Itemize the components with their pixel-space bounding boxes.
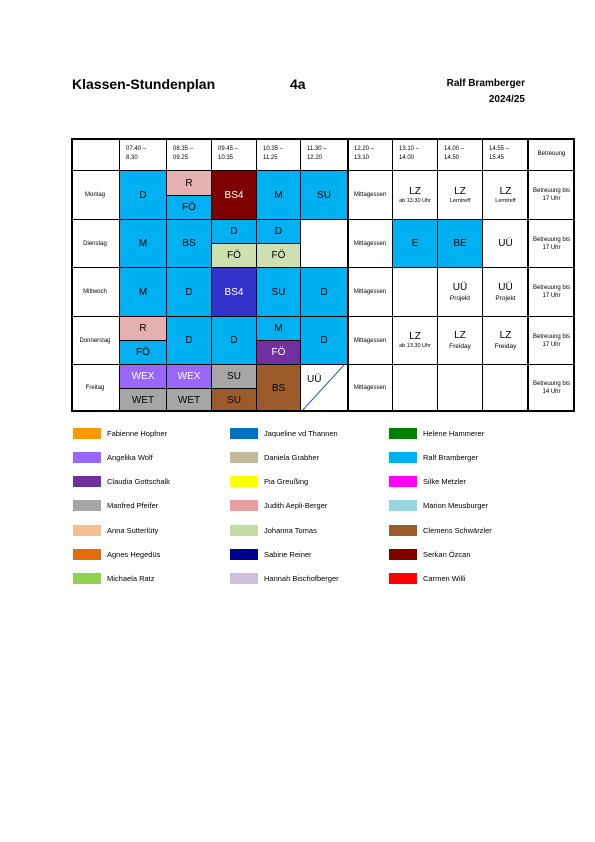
legend-swatch [73, 525, 101, 536]
legend-label: Johanna Tomas [264, 525, 317, 535]
period-header-10: Betreuung [529, 138, 575, 171]
period-header-4: 10.35 – 11.25 [257, 138, 301, 171]
header-corner [71, 138, 120, 171]
tue-p9: UÜ [483, 220, 529, 268]
legend-swatch [230, 500, 258, 511]
legend-item [389, 476, 466, 488]
mon-p9-note: Lerntreff [495, 197, 516, 204]
legend-item [230, 427, 338, 439]
period-header-8: 14.00 – 14.50 [438, 138, 483, 171]
day-label-mittwoch: Mittwoch [71, 268, 120, 317]
legend-swatch [73, 500, 101, 511]
legend-item [230, 500, 327, 512]
page-title: Klassen-Stundenplan [72, 76, 216, 92]
mon-p7 [393, 171, 438, 220]
mon-care: Betreuung bis 17 Uhr [529, 171, 575, 220]
thu-care: Betreuung bis 17 Uhr [529, 317, 575, 365]
wed-p8 [438, 268, 483, 317]
fri-p5-label: UÜ [307, 374, 322, 385]
legend-item [73, 451, 153, 463]
legend-item [389, 524, 492, 536]
day-label-dienstag: Dienstag [71, 220, 120, 268]
care-divider-left [527, 138, 529, 412]
thu-p7-note: ab 13.30 Uhr [399, 343, 431, 349]
mon-p5: SU [301, 171, 348, 220]
fri-p9-empty [483, 365, 529, 412]
legend-item [230, 549, 312, 561]
mon-p8-note: Lerntreff [449, 197, 471, 204]
legend-label: Silke Metzler [423, 477, 466, 487]
legend-item [389, 573, 466, 585]
mon-p9-label: LZ [499, 185, 512, 197]
thu-p3: D [212, 317, 257, 365]
legend-swatch [230, 525, 258, 536]
legend-label: Carmen Willi [423, 574, 466, 584]
grid-border-top [71, 138, 575, 140]
fri-p7-empty [393, 365, 438, 412]
fri-p2-bottom: WET [167, 389, 212, 412]
fri-care: Betreuung bis 14 Uhr [529, 365, 575, 412]
lunch-cell-freitag: Mittagessen [348, 365, 393, 412]
grid-border-bottom [71, 410, 575, 412]
legend-label: Angelika Wolf [107, 452, 153, 462]
school-year: 2024/25 [488, 94, 525, 105]
wed-p9-note: Projekt [495, 294, 516, 302]
legend-label: Hannah Bischofberger [264, 574, 339, 584]
legend-item [73, 524, 158, 536]
mon-p8-label: LZ [454, 185, 466, 197]
wed-p9 [483, 268, 529, 317]
legend-swatch [73, 452, 101, 463]
legend-label: Clemens Schwärzler [423, 525, 492, 535]
legend-swatch [73, 428, 101, 439]
tue-p5-empty [301, 220, 348, 268]
tue-p4-top: D [257, 220, 301, 244]
thu-p8-label: LZ [454, 330, 466, 341]
wed-p2: D [167, 268, 212, 317]
legend-label: Marion Meusburger [423, 501, 489, 511]
mon-p1: D [120, 171, 167, 220]
day-label-montag: Montag [71, 171, 120, 220]
lunch-cell-dienstag: Mittagessen [348, 220, 393, 268]
teacher-name: Ralf Bramberger [446, 78, 525, 89]
legend-swatch [73, 573, 101, 584]
thu-p1-top: R [120, 317, 167, 341]
tue-p4-bottom: FÖ [257, 244, 301, 268]
day-label-donnerstag: Donnerstag [71, 317, 120, 365]
fri-p8-empty [438, 365, 483, 412]
mon-p2-top: R [167, 171, 212, 196]
fri-p1-bottom: WET [120, 389, 167, 412]
period-header-5: 11.30 – 12.20 [301, 138, 348, 171]
diagonal-line [301, 365, 345, 412]
tue-p3-top: D [212, 220, 257, 244]
mon-p7-label: LZ [409, 185, 421, 197]
legend-swatch [389, 452, 417, 463]
thu-p7-label: LZ [409, 331, 421, 342]
legend-label: Judith Aepli-Berger [264, 501, 328, 511]
legend-label: Helene Hammerer [423, 428, 485, 438]
wed-care: Betreuung bis 17 Uhr [529, 268, 575, 317]
class-name: 4a [290, 76, 306, 92]
legend-item [230, 451, 319, 463]
legend-item [73, 573, 155, 585]
lunch-cell-montag: Mittagessen [348, 171, 393, 220]
legend-swatch [230, 428, 258, 439]
fri-p3-bottom: SU [212, 389, 257, 412]
tue-p7: E [393, 220, 438, 268]
teacher-legend [73, 427, 513, 597]
wed-p7-empty [393, 268, 438, 317]
legend-item [230, 476, 308, 488]
legend-swatch [230, 452, 258, 463]
period-header-1: 07.40 – 8.30 [120, 138, 167, 171]
legend-item [230, 573, 339, 585]
legend-swatch [73, 476, 101, 487]
tue-p1: M [120, 220, 167, 268]
thu-p2: D [167, 317, 212, 365]
legend-label: Fabienne Hopfner [107, 428, 168, 438]
mon-p8 [438, 171, 483, 220]
legend-label: Claudia Gottschalk [107, 477, 170, 487]
thu-p9-label: LZ [499, 330, 512, 341]
legend-swatch [389, 573, 417, 584]
legend-swatch [73, 549, 101, 560]
legend-swatch [389, 476, 417, 487]
wed-p4: SU [257, 268, 301, 317]
period-header-6: 12.20 – 13.10 [348, 138, 393, 171]
legend-swatch [230, 476, 258, 487]
period-header-3: 09.45 – 10.35 [212, 138, 257, 171]
fri-p5 [301, 365, 348, 412]
legend-item [73, 427, 167, 439]
wed-p1: M [120, 268, 167, 317]
lunch-cell-mittwoch: Mittagessen [348, 268, 393, 317]
thu-p9-note: Freiday [494, 343, 517, 350]
legend-item [73, 549, 160, 561]
legend-label: Agnes Hegedüs [107, 550, 161, 559]
mon-p2-bottom: FÖ [167, 196, 212, 220]
wed-p8-note: Projekt [449, 294, 471, 302]
legend-label: Sabine Reiner [264, 550, 312, 559]
wed-p9-label: UÜ [498, 281, 513, 293]
lunch-divider-left [347, 138, 349, 412]
thu-p7 [393, 317, 438, 365]
period-header-9: 14.55 – 15.45 [483, 138, 529, 171]
legend-label: Anna Sutterlüty [107, 525, 159, 535]
thu-p8-note: Freiday [449, 343, 471, 350]
tue-p3-bottom: FÖ [212, 244, 257, 268]
legend-label: Manfred Pfeifer [107, 501, 159, 511]
legend-item [230, 524, 317, 536]
timetable-grid [71, 138, 575, 412]
wed-p3: BS4 [212, 268, 257, 317]
legend-label: Serkan Özcan [423, 550, 471, 559]
thu-p1-bottom: FÖ [120, 341, 167, 365]
thu-p4-top: M [257, 317, 301, 341]
legend-swatch [230, 549, 258, 560]
legend-label: Daniela Grabher [264, 452, 320, 462]
legend-item [73, 500, 158, 512]
legend-item [389, 500, 488, 512]
legend-item [389, 427, 484, 439]
legend-swatch [389, 525, 417, 536]
mon-p4: M [257, 171, 301, 220]
legend-swatch [230, 573, 258, 584]
mon-p7-note: ab 13.30 Uhr [399, 197, 431, 204]
legend-swatch [389, 428, 417, 439]
legend-label: Ralf Bramberger [423, 452, 479, 462]
thu-p8 [438, 317, 483, 365]
mon-p3: BS4 [212, 171, 257, 220]
grid-border-right [573, 138, 575, 412]
fri-p1-top: WEX [120, 365, 167, 389]
legend-label: Michaela Ratz [107, 574, 155, 584]
legend-label: Pia Greußing [264, 477, 309, 487]
wed-p8-label: UÜ [452, 281, 468, 293]
legend-label: Jaqueline vd Thannen [264, 428, 338, 438]
fri-p4: BS [257, 365, 301, 412]
legend-item [389, 549, 471, 561]
legend-swatch [389, 500, 417, 511]
legend-item [389, 451, 478, 463]
wed-p5: D [301, 268, 348, 317]
legend-swatch [389, 549, 417, 560]
tue-p8: BE [438, 220, 483, 268]
day-label-freitag: Freitag [71, 365, 120, 412]
thu-p4-bottom: FÖ [257, 341, 301, 365]
tue-care: Betreuung bis 17 Uhr [529, 220, 575, 268]
tue-p2: BS [167, 220, 212, 268]
period-header-7: 13.10 – 14.00 [393, 138, 438, 171]
fri-p2-top: WEX [167, 365, 212, 389]
lunch-cell-donnerstag: Mittagessen [348, 317, 393, 365]
grid-border-left [71, 138, 73, 412]
period-header-2: 08.35 – 09.25 [167, 138, 212, 171]
legend-item [73, 476, 170, 488]
thu-p9 [483, 317, 529, 365]
thu-p5: D [301, 317, 348, 365]
mon-p9 [483, 171, 529, 220]
fri-p3-top: SU [212, 365, 257, 389]
